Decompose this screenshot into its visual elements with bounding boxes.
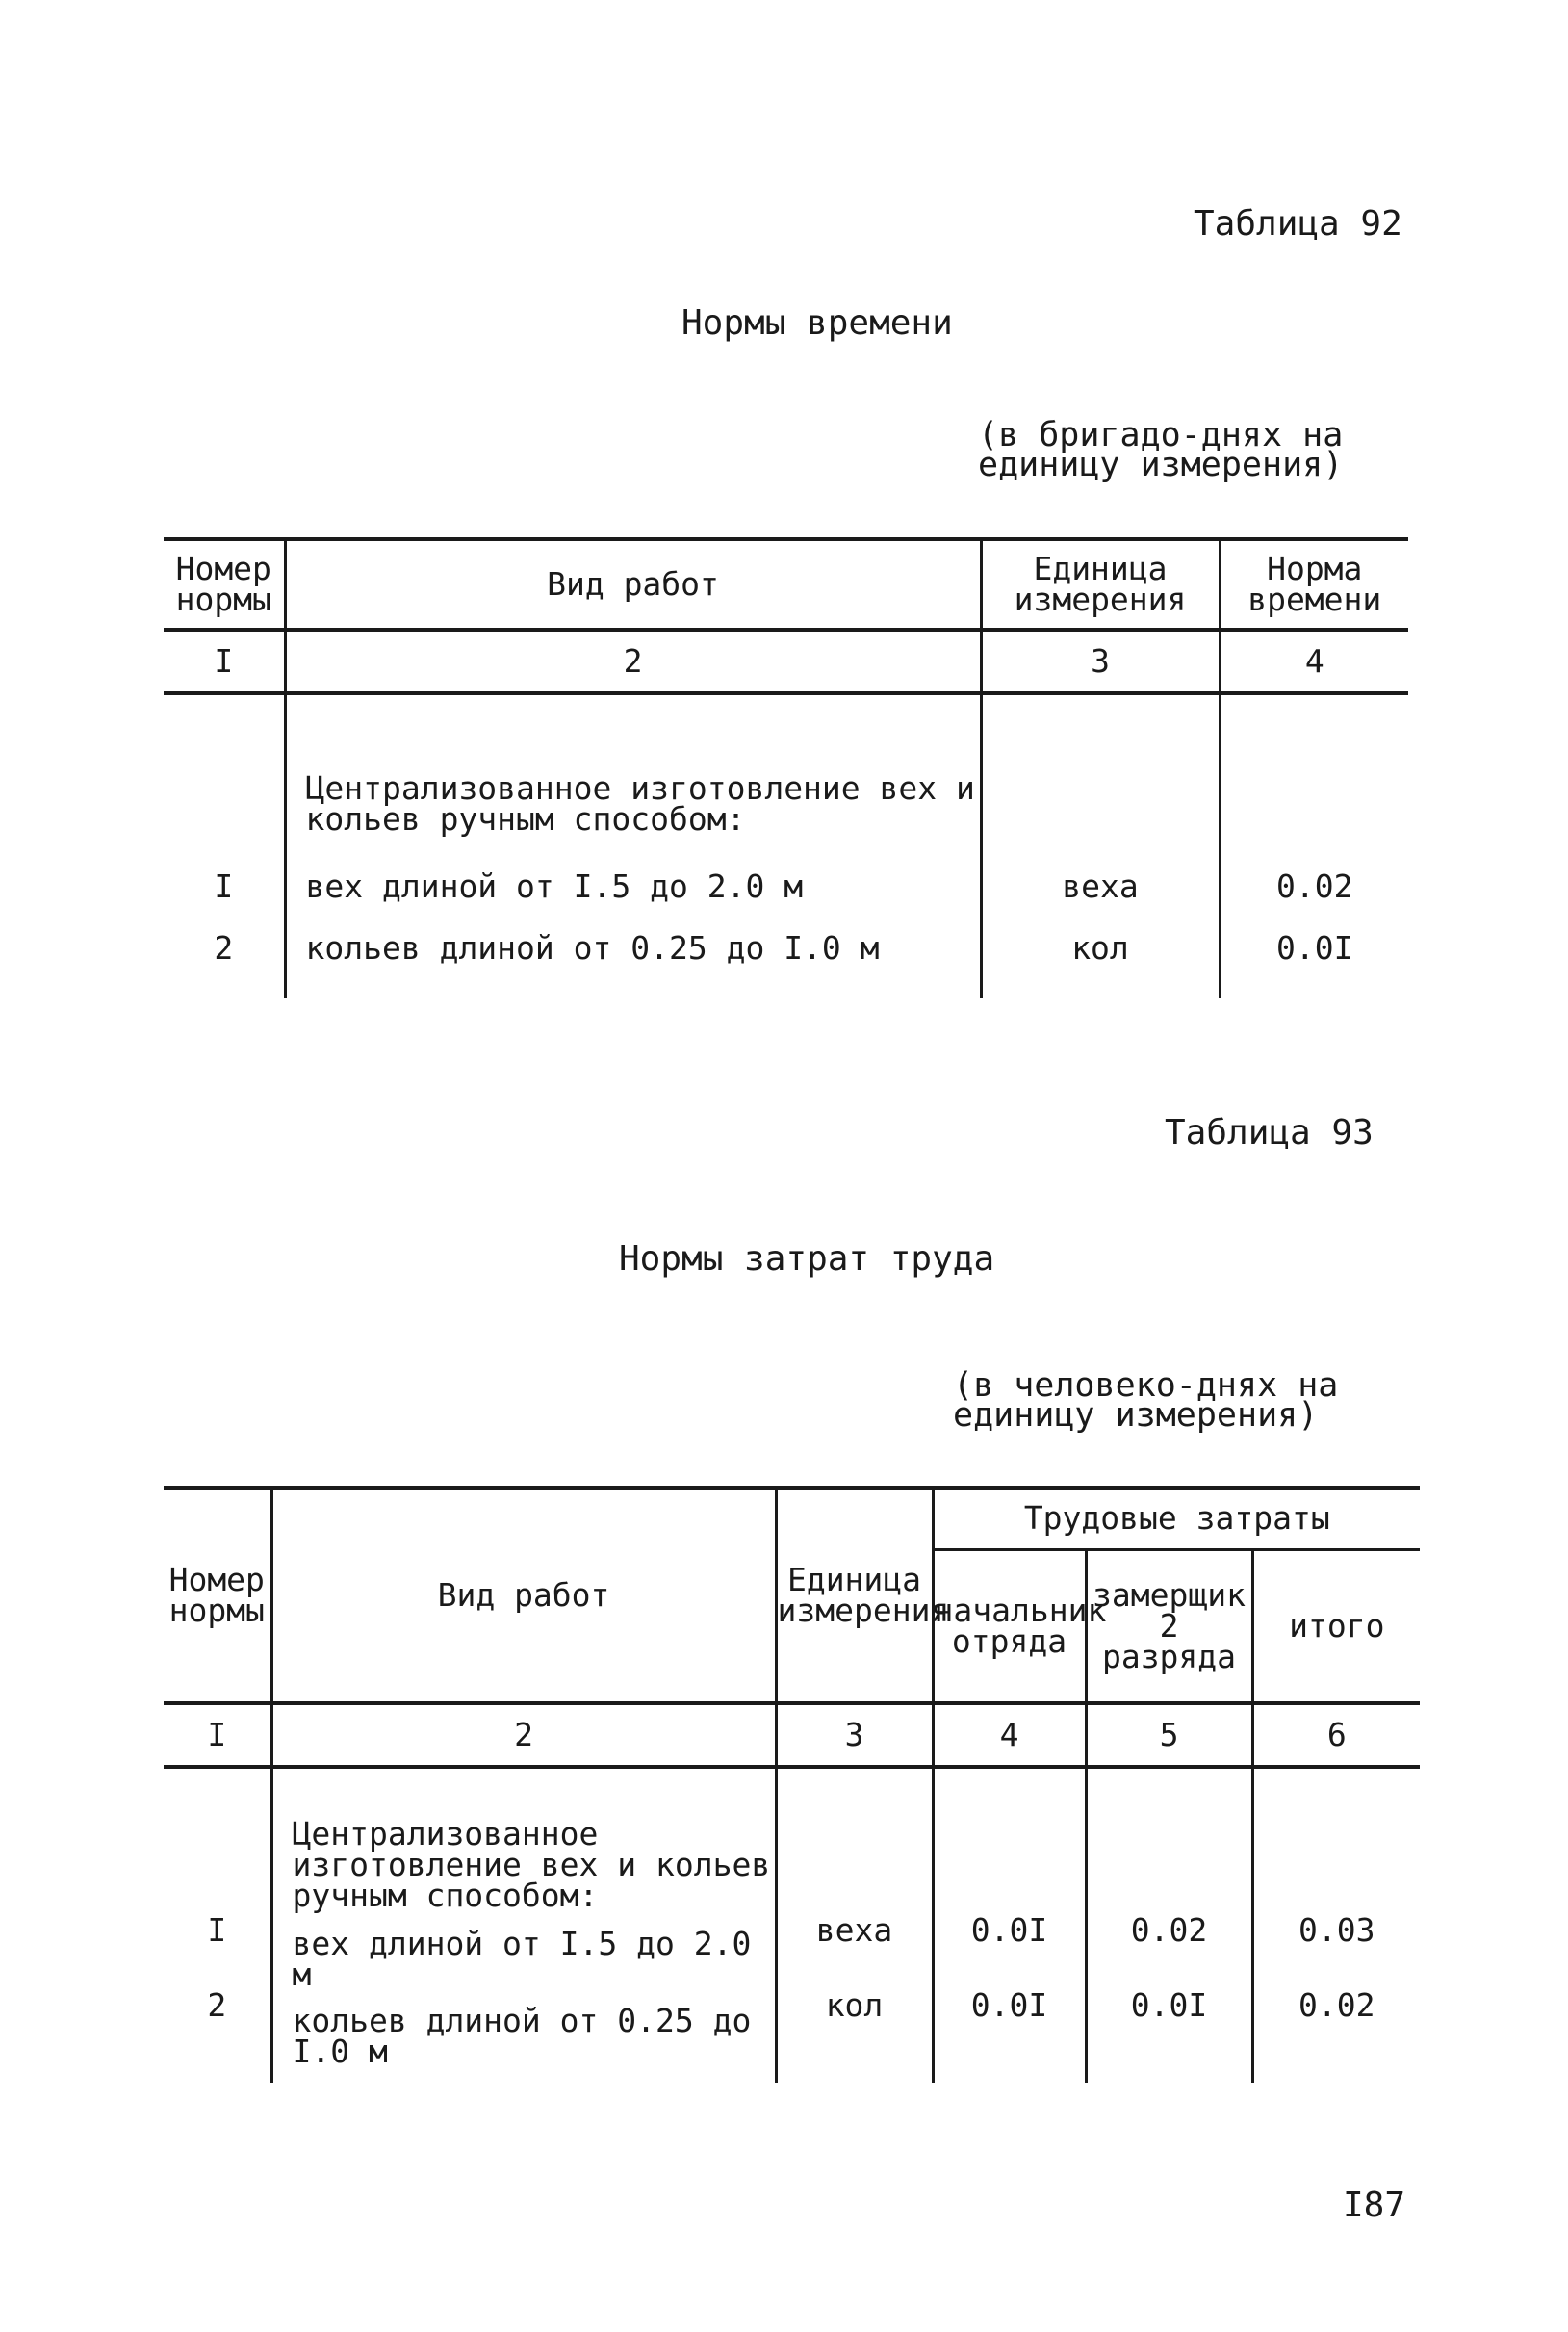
group-title: Централизованное изготовление вех и кольев ручным способом: [271,1767,776,1915]
row-num: 2 [164,1990,271,2067]
table-93 [164,1486,1420,2083]
col-number: 2 [271,1703,776,1767]
row-work: вех длиной от I.5 до 2.0 м [285,842,981,902]
col-number: I [164,630,285,693]
row-num: I [164,842,285,902]
row-unit: веха [981,842,1220,902]
group-title: Централизованное изготовление вех и кольев ручным способом: [285,693,981,842]
row-num: 2 [164,902,285,964]
header-work: Вид работ [271,1488,776,1703]
col-number: 3 [776,1703,933,1767]
table-92 [164,537,1408,998]
col-number: 4 [1220,630,1408,693]
row-total: 0.02 [1252,1990,1420,2067]
header-num: Номер нормы [164,539,285,630]
row-work: кольев длиной от 0.25 до I.0 м [285,902,981,964]
header-unit: Единица измерения [981,539,1220,630]
page-number: I87 [1343,2186,1406,2225]
table-row [164,1767,1420,1915]
row-chief: 0.0I [933,1915,1086,1990]
row-unit: кол [981,902,1220,964]
header-total: итого [1252,1549,1420,1703]
table-row [164,842,1408,902]
header-work: Вид работ [285,539,981,630]
header-norm: Норма времени [1220,539,1408,630]
row-measurer: 0.02 [1086,1915,1252,1990]
table-92-title: Нормы времени [681,303,953,343]
row-num: I [164,1915,271,1990]
col-number: 4 [933,1703,1086,1767]
table-92-units: (в бригадо-днях на единицу измерения) [978,416,1344,484]
table-row [164,902,1408,964]
row-total: 0.03 [1252,1915,1420,1990]
row-work: вех длиной от I.5 до 2.0 м [271,1915,776,1990]
row-norm: 0.0I [1220,902,1408,964]
row-unit: веха [776,1915,933,1990]
row-chief: 0.0I [933,1990,1086,2067]
table-93-title: Нормы затрат труда [619,1239,995,1279]
table-93-units: (в человеко-днях на единицу измерения) [953,1366,1339,1435]
table-row [164,1990,1420,2067]
table-row [164,1915,1420,1990]
col-number: I [164,1703,271,1767]
table-row [164,693,1408,842]
row-norm: 0.02 [1220,842,1408,902]
row-unit: кол [776,1990,933,2067]
table-93-label: Таблица 93 [1165,1113,1374,1153]
header-unit: Единица измерения [776,1488,933,1703]
col-number: 6 [1252,1703,1420,1767]
col-number: 3 [981,630,1220,693]
row-work: кольев длиной от 0.25 до I.0 м [271,1990,776,2067]
row-measurer: 0.0I [1086,1990,1252,2067]
col-number: 2 [285,630,981,693]
header-measurer: замерщик 2 разряда [1086,1549,1252,1703]
header-labor: Трудовые затраты [933,1488,1420,1549]
header-chief: начальник отряда [933,1549,1086,1703]
table-92-label: Таблица 92 [1194,204,1402,244]
col-number: 5 [1086,1703,1252,1767]
header-num: Номер нормы [164,1488,271,1703]
